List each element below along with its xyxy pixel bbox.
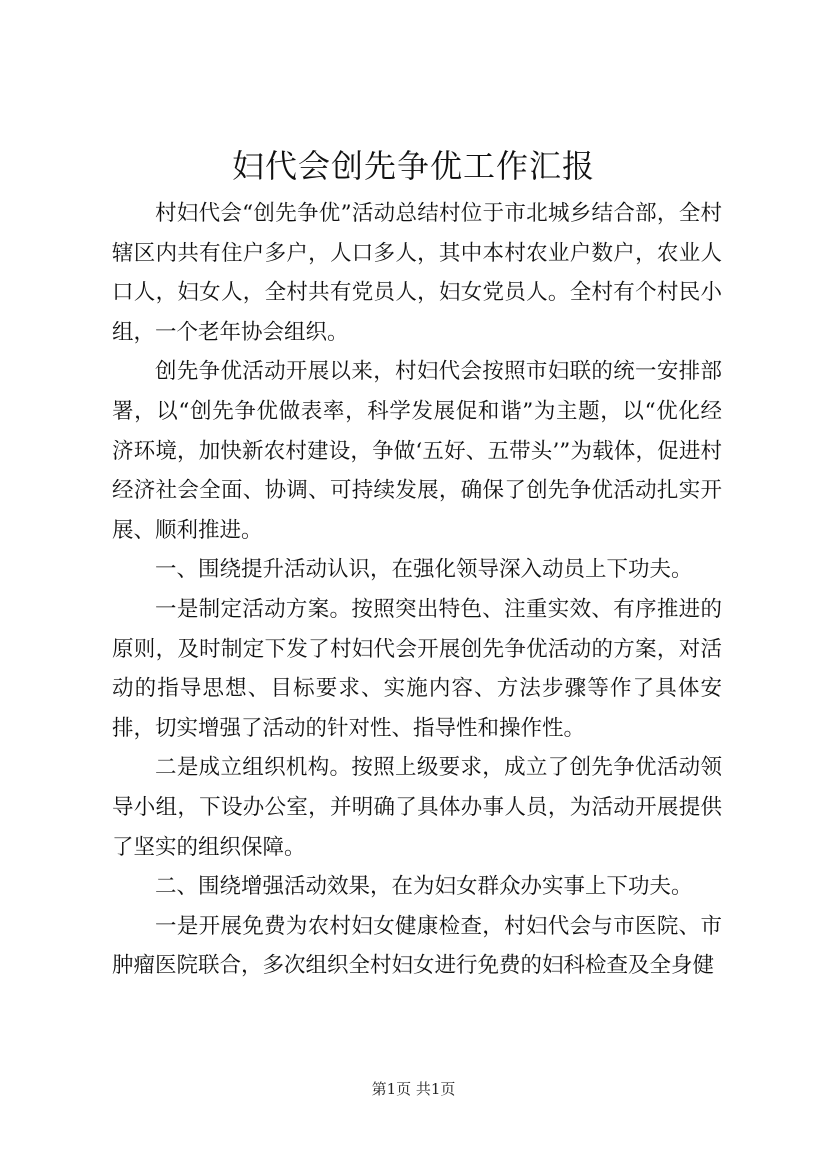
document-title: 妇代会创先争优工作汇报 [231,147,595,185]
paragraph-plan: 一是制定活动方案。按照突出特色、注重实效、有序推进的原则，及时制定下发了村妇代会开展创先争优活动的方案，对活动的指导思想、目标要求、实施内容、方法步骤等作了具体安排，切实增强了活动的针对性、指导性和操作性。 [112,596,722,741]
paragraph-organization: 二是成立组织机构。按照上级要求，成立了创先争优活动领导小组，下设办公室，并明确了具体办事人员，为活动开展提供了坚实的组织保障。 [112,755,722,860]
section-heading-2: 二、围绕增强活动效果，在为妇女群众办实事上下功夫。 [155,874,693,900]
section-heading-1: 一、围绕提升活动认识，在强化领导深入动员上下功夫。 [155,557,693,583]
paragraph-health-check: 一是开展免费为农村妇女健康检查，村妇代会与市医院、市肿瘤医院联合，多次组织全村妇女进行免费的妇科检查及全身健 [112,913,722,979]
document-body [112,194,722,986]
page-footer: 第1页 共1页 [371,1080,456,1098]
paragraph-overview: 创先争优活动开展以来，村妇代会按照市妇联的统一安排部署，以“创先争优做表率，科学发展促和谐”为主题，以“优化经济环境，加快新农村建设，争做‘五好、五带头’”为载体，促进村经济社会全面、协调、可持续发展，确保了创先争优活动扎实开展、顺利推进。 [112,359,722,543]
paragraph-intro: 村妇代会“创先争优”活动总结村位于市北城乡结合部，全村辖区内共有住户多户，人口多人，其中本村农业户数户，农业人口人，妇女人，全村共有党员人，妇女党员人。全村有个村民小组，一个老年协会组织。 [112,201,722,345]
